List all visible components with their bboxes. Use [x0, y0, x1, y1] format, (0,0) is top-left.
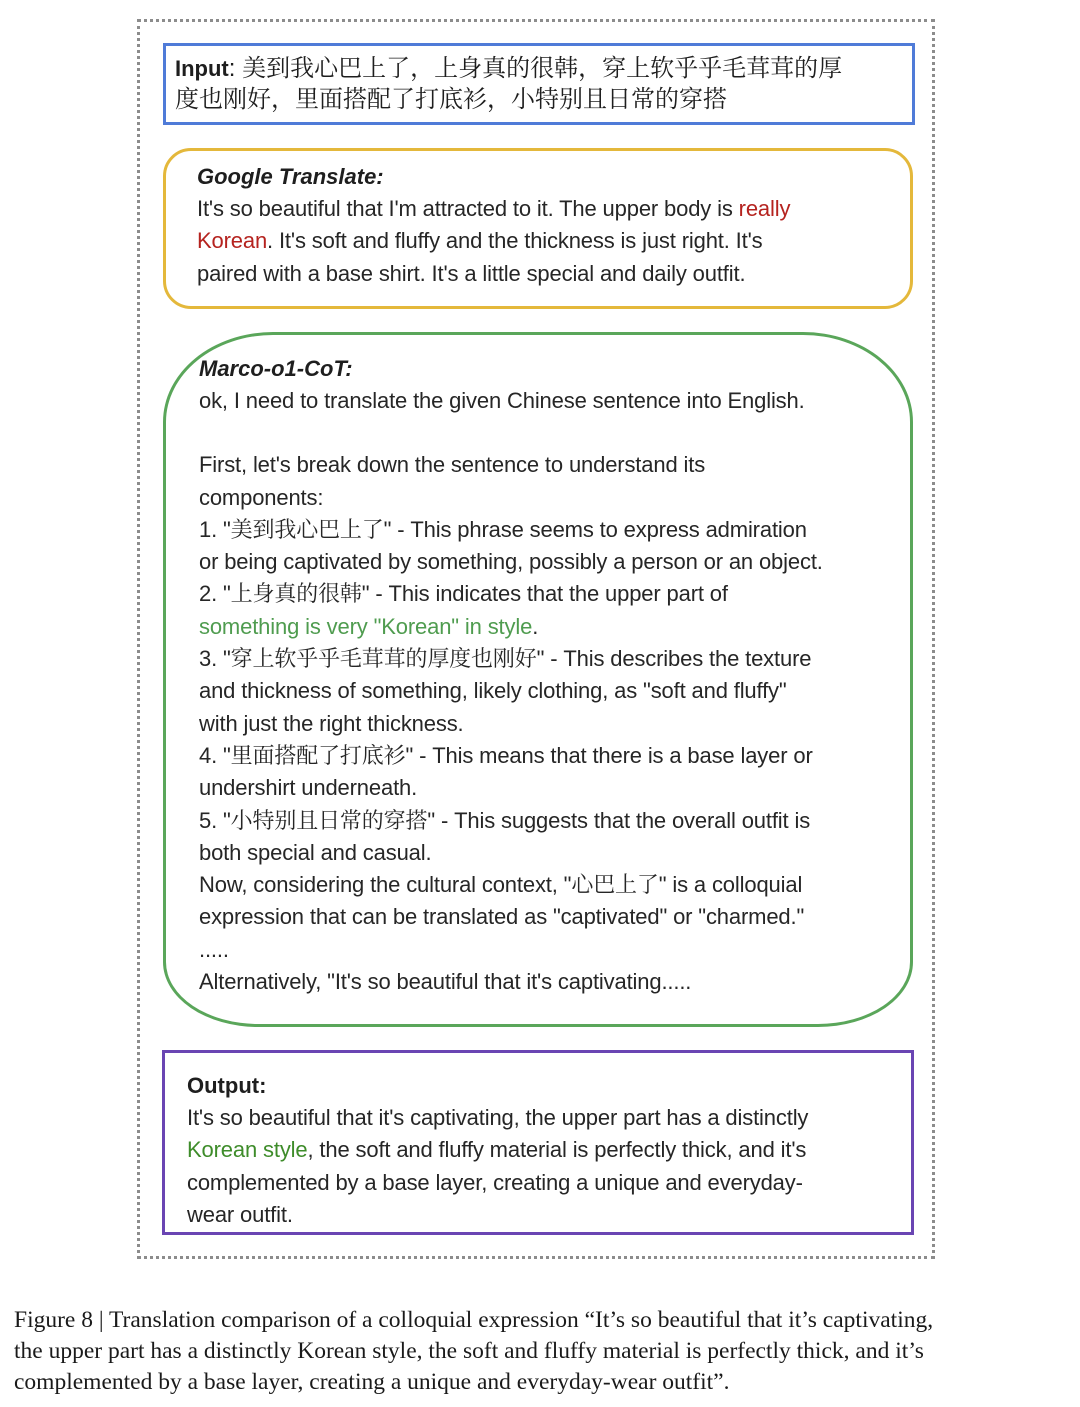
input-line-2: 度也刚好，里面搭配了打底衫，小特别且日常的穿搭: [175, 86, 727, 113]
cot-item-5-cont: both special and casual.: [199, 839, 432, 865]
cot-context-1: Now, considering the cultural context, "心巴上了" is a colloquial: [199, 872, 803, 898]
figure-caption: [14, 1305, 1074, 1398]
cot-item-1: 1. "美到我心巴上了" - This phrase seems to express admiration: [199, 516, 807, 542]
google-translate-box: [163, 148, 913, 309]
cot-context-2: expression that can be translated as "captivated" or "charmed.": [199, 904, 805, 930]
cot-item-3: 3. "穿上软乎乎毛茸茸的厚度也刚好" - This describes the texture: [199, 646, 812, 672]
gt-line-2: [197, 225, 910, 257]
input-line-1: [175, 53, 912, 84]
cot-item-4: 4. "里面搭配了打底衫" - This means that there is a base layer or: [199, 742, 813, 768]
output-line-3: complemented by a base layer, creating a unique and everyday-: [187, 1169, 803, 1195]
blank-line: [199, 417, 910, 449]
gt-line-3: paired with a base shirt. It's a little special and daily outfit.: [197, 260, 746, 286]
output-line-1: It's so beautiful that it's captivating, the upper part has a distinctly: [187, 1105, 809, 1130]
input-label: Input: [175, 56, 229, 81]
cot-text: .: [532, 613, 539, 639]
gt-text: It's so beautiful that I'm attracted to it. The upper body is: [197, 196, 739, 221]
output-line-2: [187, 1134, 911, 1166]
gt-line-1: [197, 193, 910, 225]
cot-item-1-cont: or being captivated by something, possibly a person or an object.: [199, 549, 823, 575]
cot-intro: ok, I need to translate the given Chinese sentence into English.: [199, 388, 805, 413]
caption-line-3: complemented by a base layer, creating a unique and everyday-wear outfit”.: [14, 1369, 730, 1395]
marco-cot-box: [163, 332, 913, 1027]
cot-breakdown-2: components:: [199, 484, 324, 510]
cot-item-2: 2. "上身真的很韩" - This indicates that the upper part of: [199, 581, 728, 607]
output-line-4: wear outfit.: [187, 1201, 293, 1227]
gt-text: . It's soft and fluffy and the thickness is just right. It's: [267, 228, 763, 254]
input-separator: :: [228, 55, 243, 82]
marco-cot-title: Marco-o1-CoT:: [199, 356, 353, 381]
gt-error-highlight: really: [738, 196, 791, 221]
cot-ellipsis: .....: [199, 936, 229, 962]
google-translate-title: Google Translate:: [197, 164, 384, 189]
output-text: , the soft and fluffy material is perfectly thick, and it's: [307, 1137, 807, 1163]
cot-item-4-cont: undershirt underneath.: [199, 775, 418, 801]
cot-item-2-cont: [199, 611, 910, 643]
caption-line-1: Figure 8 | Translation comparison of a colloquial expression “It’s so beautiful that it’s captivating,: [14, 1307, 934, 1333]
cot-correct-highlight: something is very "Korean" in style: [199, 613, 533, 639]
cot-item-3-cont: and thickness of something, likely clothing, as "soft and fluffy": [199, 678, 787, 704]
input-text-1: 美到我心巴上了，上身真的很韩，穿上软乎乎毛茸茸的厚: [242, 55, 843, 82]
cot-item-3-cont2: with just the right thickness.: [199, 710, 464, 736]
cot-breakdown-1: First, let's break down the sentence to understand its: [199, 452, 706, 478]
input-box: [163, 43, 915, 125]
output-title: Output:: [187, 1073, 267, 1098]
gt-error-highlight: Korean: [197, 228, 268, 254]
caption-line-2: the upper part has a distinctly Korean style, the soft and fluffy material is perfectly thick, and it’s: [14, 1338, 924, 1364]
cot-alternative: Alternatively, "It's so beautiful that it's captivating.....: [199, 969, 692, 995]
output-box: [162, 1050, 914, 1235]
cot-item-5: 5. "小特别且日常的穿搭" - This suggests that the overall outfit is: [199, 807, 811, 833]
output-correct-highlight: Korean style: [187, 1137, 308, 1163]
